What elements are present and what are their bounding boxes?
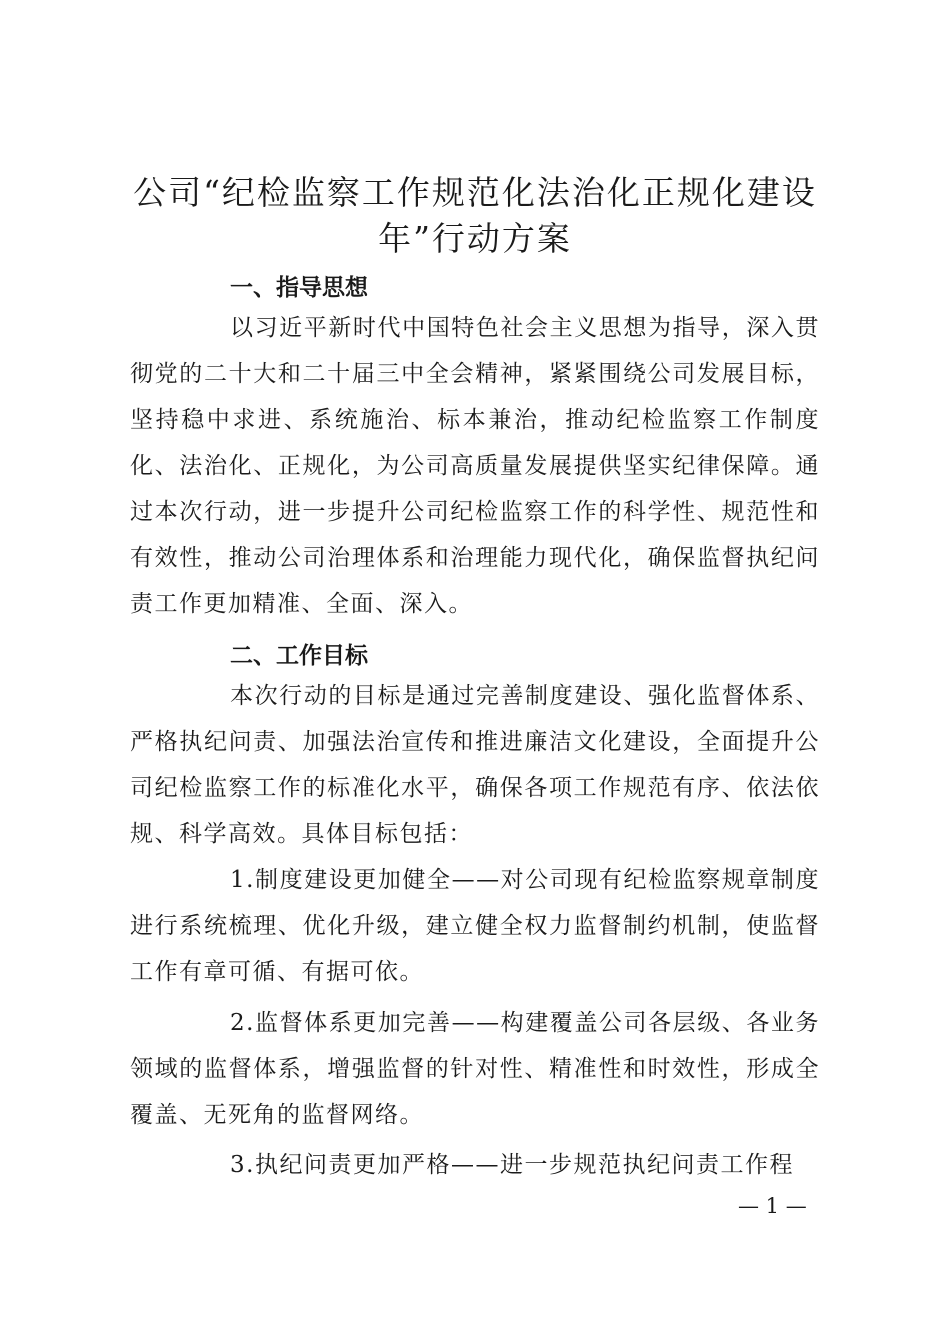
paragraph-guiding-ideology: 以习近平新时代中国特色社会主义思想为指导，深入贯彻党的二十大和二十届三中全会精神，紧紧围绕公司发展目标，坚持稳中求进、系统施治、标本兼治，推动纪检监察工作制度化、法治化、正规化，为公司高质量发展提供坚实纪律保障。通过本次行动，进一步提升公司纪检监察工作的科学性、规范性和有效性，推动公司治理体系和治理能力现代化，确保监督执纪问责工作更加精准、全面、深入。: [130, 315, 820, 617]
page-number: — 1 —: [738, 1194, 807, 1218]
document-title-line-2: 年”行动方案: [378, 219, 572, 258]
section-heading-work-goals: 二、工作目标: [230, 643, 368, 669]
paragraph-goal-1: 1.制度建设更加健全——对公司现有纪检监察规章制度进行系统梳理、优化升级，建立健全权力监督制约机制，使监督工作有章可循、有据可依。: [130, 867, 820, 985]
document-title-line-1: 公司“纪检监察工作规范化法治化正规化建设: [133, 173, 817, 212]
section-heading-guiding-ideology: 一、指导思想: [230, 275, 368, 301]
paragraph-goal-3: 3.执纪问责更加严格——进一步规范执纪问责工作程: [230, 1152, 794, 1178]
paragraph-goal-2: 2.监督体系更加完善——构建覆盖公司各层级、各业务领域的监督体系，增强监督的针对性、精准性和时效性，形成全覆盖、无死角的监督网络。: [130, 1010, 820, 1128]
paragraph-work-goals-intro: 本次行动的目标是通过完善制度建设、强化监督体系、严格执纪问责、加强法治宣传和推进廉洁文化建设，全面提升公司纪检监察工作的标准化水平，确保各项工作规范有序、依法依规、科学高效。具体目标包括：: [130, 683, 820, 847]
